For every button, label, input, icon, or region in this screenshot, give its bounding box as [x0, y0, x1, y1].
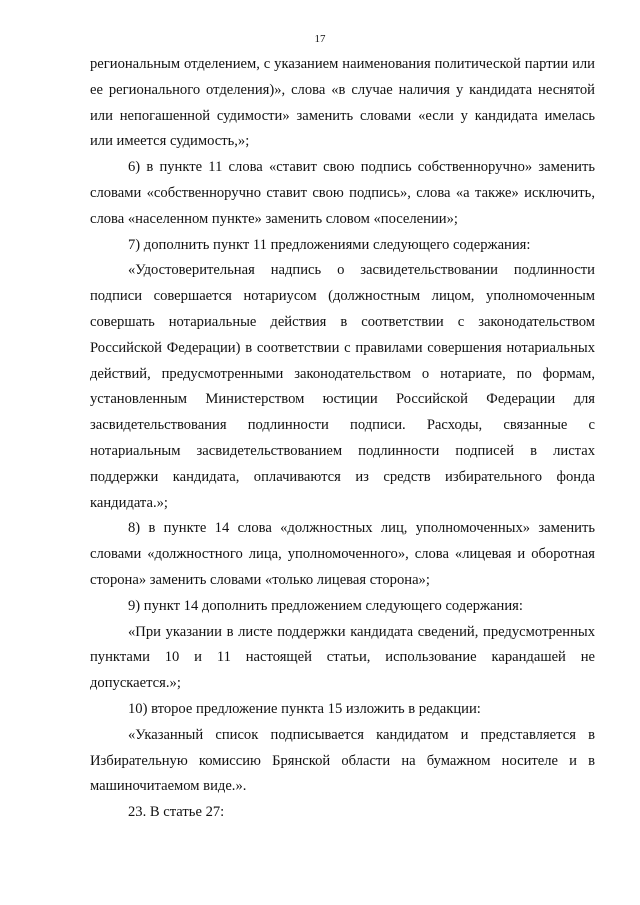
- paragraph-item-10: 10) второе предложение пункта 15 изложить в редакции:: [128, 700, 481, 717]
- paragraph-item-6: 6) в пункте 11 слова «ставит свою подпись собственноручно» заменить словами «собственноручно ставит свою подпись», слова «а также» исключить, слова «населенном пункте» заменить словом «поселении»;: [90, 159, 595, 227]
- paragraph-item-7: 7) дополнить пункт 11 предложениями следующего содержания:: [128, 236, 531, 253]
- paragraph-quote-pencils: «При указании в листе поддержки кандидата сведений, предусмотренных пунктами 10 и 11 настоящей статьи, использование карандашей не допускается.»;: [90, 623, 595, 692]
- document-body: [90, 52, 595, 826]
- paragraph-continuation: региональным отделением, с указанием наименования политической партии или ее регионального отделения)», слова «в случае наличия у кандидата неснятой или непогашенной судимости» заменить словами «если у кандидата имелась или имеется судимость,»;: [90, 56, 595, 150]
- paragraph-item-8: 8) в пункте 14 слова «должностных лиц, уполномоченных» заменить словами «должностного лица, уполномоченного», слова «лицевая и оборотная сторона» заменить словами «только лицевая сторона»;: [90, 520, 595, 588]
- page-number: 17: [314, 33, 326, 45]
- paragraph-item-9: 9) пункт 14 дополнить предложением следующего содержания:: [128, 597, 523, 614]
- paragraph-item-23: 23. В статье 27:: [128, 804, 225, 821]
- paragraph-quote-notary: «Удостоверительная надпись о засвидетельствовании подлинности подписи совершается нотариусом (должностным лицом, уполномоченным совершать нотариальные действия в соответствии с законодательством Российской Федерации) в соответствии с правилами совершения нотариальных действий, предусмотренными законодательством о нотариате, по формам, установленным Министерством юстиции Российской Федерации для засвидетельствования подлинности подписи. Расходы, связанные с нотариальным засвидетельствованием подлинности подписей в листах поддержки кандидата, оплачиваются из средств избирательного фонда кандидата.»;: [90, 262, 595, 511]
- paragraph-quote-list: «Указанный список подписывается кандидатом и представляется в Избирательную комиссию Брянской области на бумажном носителе и в машиночитаемом виде.».: [90, 726, 595, 795]
